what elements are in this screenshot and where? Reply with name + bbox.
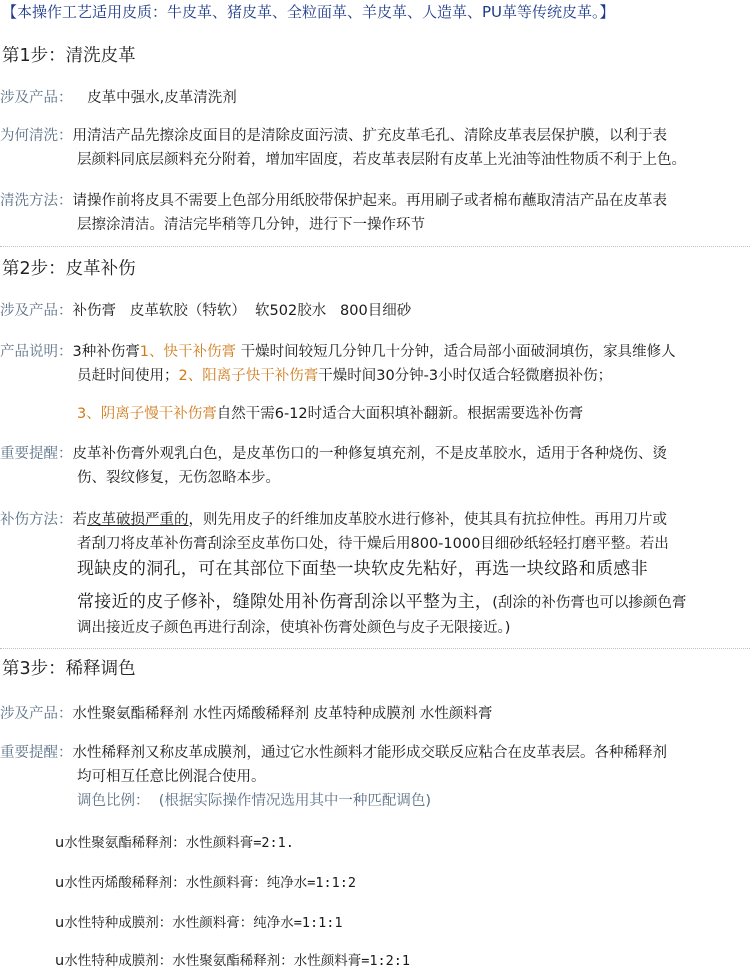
step2-desc-row2 (77, 365, 612, 387)
step1-method-row (0, 190, 667, 212)
step1-products: 皮革中强水,皮革清洗剂 (87, 90, 237, 106)
step3-products: 水性聚氨酯稀释剂 水性丙烯酸稀释剂 皮革特种成膜剂 水性颜料膏 (72, 706, 493, 722)
ratio-text: 水性特种成膜剂：水性颜料膏：纯净水=1:1:1 (64, 915, 343, 931)
step2-products-row (0, 300, 411, 322)
step2-method-row4 (77, 591, 686, 614)
ratio-item (55, 912, 342, 934)
bullet-icon: u (55, 915, 65, 931)
bullet-icon: u (55, 953, 65, 969)
step2-method-l1a: 若 (72, 512, 87, 528)
step1-method-line1: 请操作前将皮具不需要上色部分用纸胶带保护起来。再用刷子或者棉布蘸取清洁产品在皮革表 (72, 193, 667, 209)
ratio-text: 水性丙烯酸稀释剂：水性颜料膏：纯净水=1:1:2 (64, 875, 356, 891)
step1-why-line1: 用清洁产品先擦涂皮面目的是清除皮面污渍、扩充皮革毛孔、清除皮革表层保护膜，以利于表 (72, 128, 667, 144)
step3-products-row (0, 703, 492, 725)
ratio-text: 水性聚氨酯稀释剂：水性颜料膏=2:1. (64, 835, 294, 851)
step2-desc-b: 1、快干补伤膏 (139, 344, 236, 360)
step3-remind-label: 重要提醒： (0, 745, 73, 761)
step2-products: 补伤膏 皮革软胶（特软） 软502胶水 800目细砂 (72, 303, 412, 319)
step2-method-l4a: 常接近的皮子修补，缝隙处用补伤膏刮涂以平整为主， (77, 592, 493, 612)
ratio-text: 水性特种成膜剂：水性聚氨酯稀释剂：水性颜料膏=1:2:1 (64, 953, 410, 969)
step2-desc-e: 2、阳离子快干补伤膏 (178, 368, 319, 384)
step2-method-row (0, 509, 667, 531)
divider (0, 648, 750, 649)
ratio-item (55, 950, 410, 972)
step2-products-label: 涉及产品： (0, 303, 73, 319)
step3-remind-line1: 水性稀释剂又称皮革成膜剂，通过它水性颜料才能形成交联反应粘合在皮革表层。各种稀释剂 (72, 745, 667, 761)
step2-desc-a: 3种补伤膏 (72, 344, 140, 360)
step1-method-label: 清洗方法： (0, 193, 73, 209)
step2-method-l4b: (刮涂的补伤膏也可以掺颜色膏 (492, 595, 687, 611)
step1-why-label: 为何清洗： (0, 128, 73, 144)
step2-title: 第2步：皮革补伤 (2, 259, 136, 279)
bullet-icon: u (55, 835, 65, 851)
step3-remind-line2: 均可相互任意比例混合使用。 (77, 769, 266, 785)
step2-method-link[interactable]: 皮革破损严重的 (87, 512, 189, 528)
step2-method-line2: 者刮刀将皮革补伤膏刮涂至皮革伤口处，待干燥后用800-1000目细砂纸轻轻打磨平整。若出 (77, 536, 669, 552)
step2-method-line3: 现缺皮的洞孔，可在其部位下面垫一块软皮先粘好，再选一块纹路和质感非 (77, 559, 648, 579)
step1-products-label: 涉及产品： (0, 90, 73, 106)
step2-desc-h: 自然干需6-12时适合大面积填补翻新。根据需要选补伤膏 (216, 406, 584, 422)
step1-method-line2: 层擦涂清洁。清洁完毕稍等几分钟，进行下一操作环节 (77, 217, 425, 233)
step2-remind-label: 重要提醒： (0, 446, 73, 462)
step3-title: 第3步：稀释调色 (2, 659, 136, 679)
step2-remind-line1: 皮革补伤膏外观乳白色，是皮革伤口的一种修复填充剂，不是皮革胶水，适用于各种烧伤、烫 (72, 446, 667, 462)
step2-desc-c: 干燥时间较短几分钟几十分钟，适合局部小面破洞填伤，家具维修人 (235, 344, 676, 360)
step2-method-line5: 调出接近皮子颜色再进行刮涂，使填补伤膏处颜色与皮子无限接近。) (77, 620, 511, 636)
step2-desc-g: 3、阴离子慢干补伤膏 (77, 406, 217, 422)
divider (0, 246, 750, 247)
step2-method-l1c: ，则先用皮子的纤维加皮革胶水进行修补，使其具有抗拉伸性。再用刀片或 (188, 512, 667, 528)
step2-desc-row1 (0, 341, 676, 363)
ratio-item (55, 872, 356, 894)
step2-method-label: 补伤方法： (0, 512, 73, 528)
bullet-icon: u (55, 875, 65, 891)
step1-title: 第1步：清洗皮革 (2, 46, 136, 66)
step2-desc-row3 (77, 403, 583, 425)
intro-text: 【本操作工艺适用皮质：牛皮革、猪皮革、全粒面革、羊皮革、人造革、PU革等传统皮革。】 (2, 3, 615, 21)
step2-remind-line2: 伤、裂纹修复，无伤忽略本步。 (77, 470, 280, 486)
step3-remind-row (0, 742, 667, 764)
step2-remind-row (0, 443, 667, 465)
step1-products-row (0, 87, 237, 109)
step1-why-line2: 层颜料同底层颜料充分附着，增加牢固度，若皮革表层附有皮革上光油等油性物质不利于上色。 (77, 152, 686, 168)
step3-products-label: 涉及产品： (0, 706, 73, 722)
step2-desc-d: 员赶时间使用； (77, 368, 179, 384)
ratio-item (55, 832, 294, 854)
step3-ratio: 调色比例： (根据实际操作情况选用其中一种匹配调色) (77, 793, 432, 809)
step1-why-row (0, 125, 667, 147)
step2-desc-label: 产品说明： (0, 344, 73, 360)
step2-desc-f: 干燥时间30分钟-3小时仅适合轻微磨损补伤； (318, 368, 613, 384)
